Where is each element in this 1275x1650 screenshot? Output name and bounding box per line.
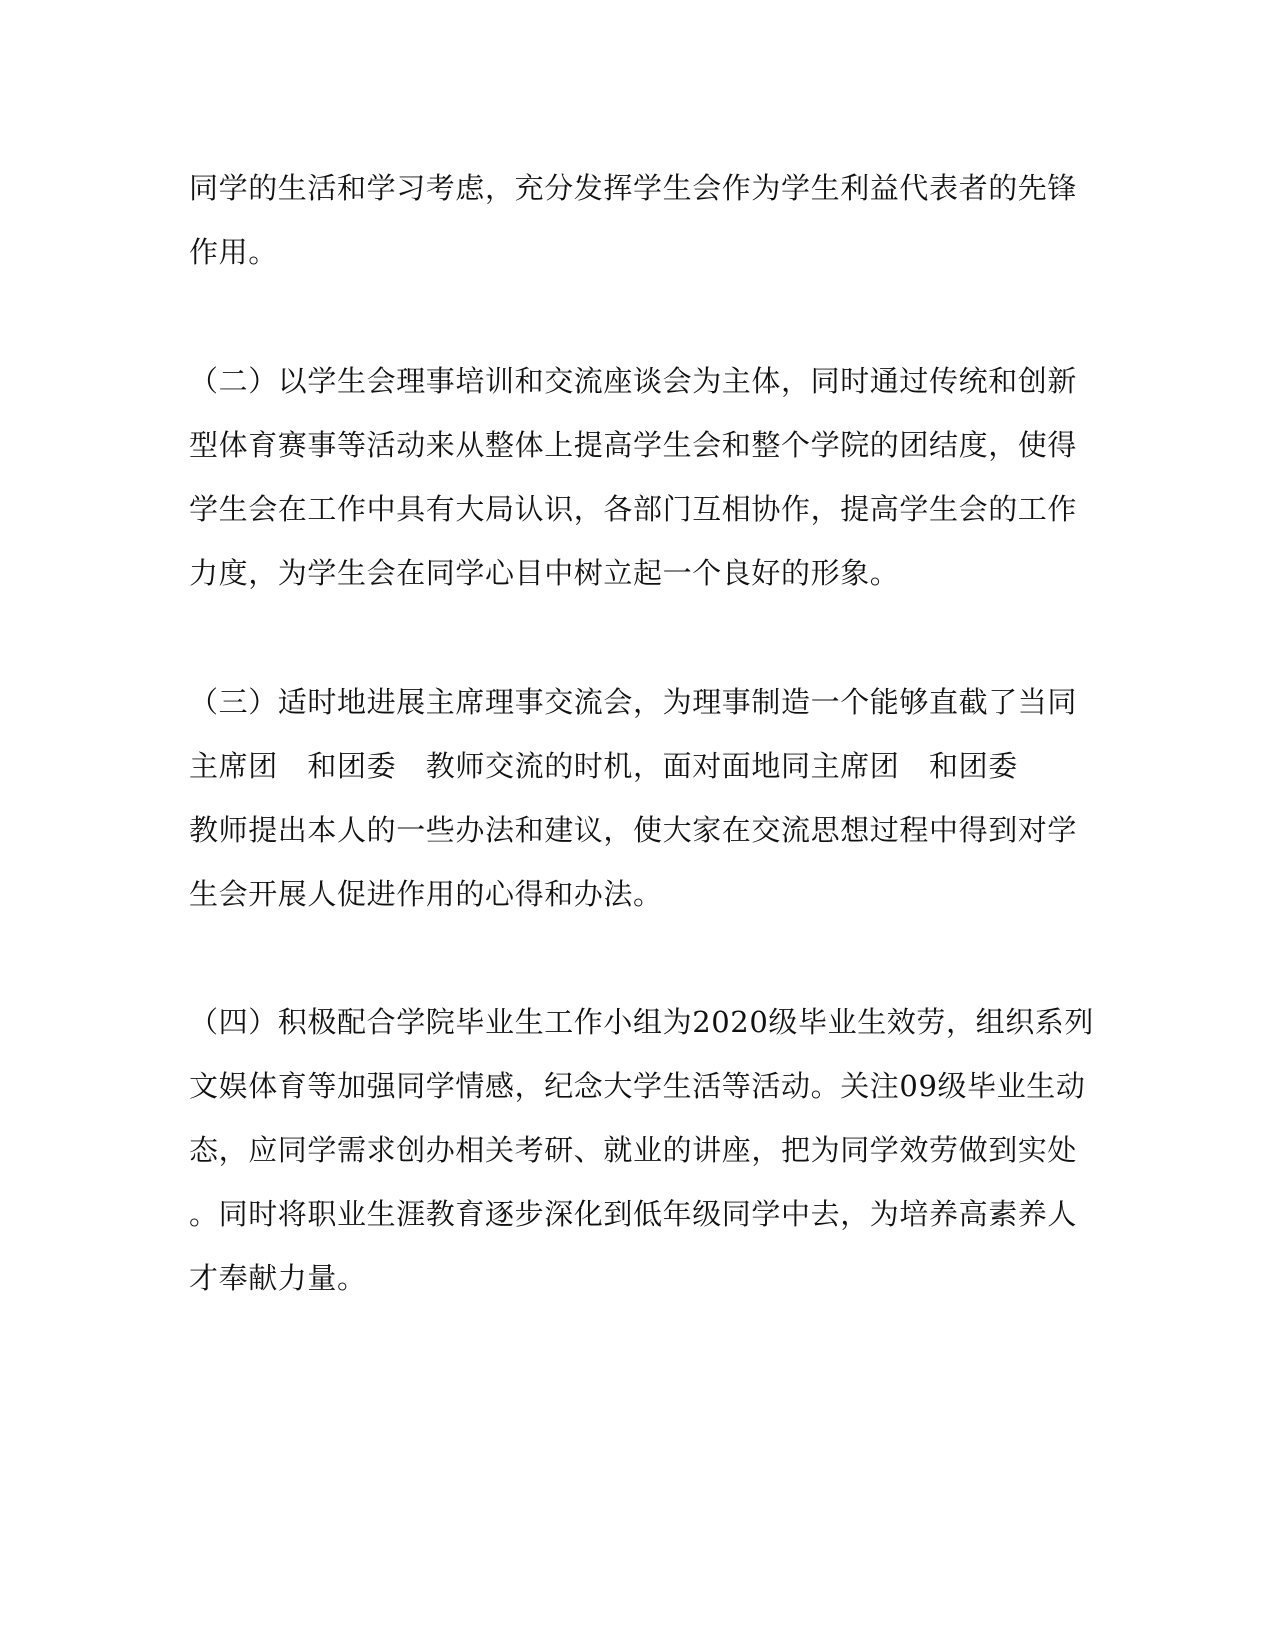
paragraph-1: [189, 156, 1078, 284]
text-line: （二）以学生会理事培训和交流座谈会为主体，同时通过传统和创新: [189, 364, 1078, 398]
text-line: 才奉献力量。: [189, 1261, 367, 1295]
paragraph-4: [189, 990, 1095, 1310]
text-line: 教师提出本人的一些办法和建议，使大家在交流思想过程中得到对学: [189, 813, 1078, 847]
paragraph-3: [189, 670, 1078, 926]
paragraph-2: [189, 349, 1078, 605]
text-line: 文娱体育等加强同学情感，纪念大学生活等活动。关注09级毕业生动: [189, 1069, 1086, 1103]
text-line: 型体育赛事等活动来从整体上提高学生会和整个学院的团结度，使得: [189, 428, 1078, 462]
text-line: 。同时将职业生涯教育逐步深化到低年级同学中去，为培养高素养人: [189, 1197, 1078, 1231]
text-line: （三）适时地进展主席理事交流会，为理事制造一个能够直截了当同: [189, 685, 1078, 719]
text-line: 学生会在工作中具有大局认识，各部门互相协作，提高学生会的工作: [189, 492, 1078, 526]
text-line: 同学的生活和学习考虑，充分发挥学生会作为学生利益代表者的先锋: [189, 171, 1078, 205]
text-line: 态，应同学需求创办相关考研、就业的讲座，把为同学效劳做到实处: [189, 1133, 1078, 1167]
text-line: （四）积极配合学院毕业生工作小组为2020级毕业生效劳，组织系列: [189, 1005, 1095, 1039]
text-line: 生会开展人促进作用的心得和办法。: [189, 877, 663, 911]
text-line: 力度，为学生会在同学心目中树立起一个良好的形象。: [189, 556, 900, 590]
text-line: 作用。: [189, 235, 278, 269]
text-line: 主席团 和团委 教师交流的时机，面对面地同主席团 和团委: [189, 749, 1018, 783]
